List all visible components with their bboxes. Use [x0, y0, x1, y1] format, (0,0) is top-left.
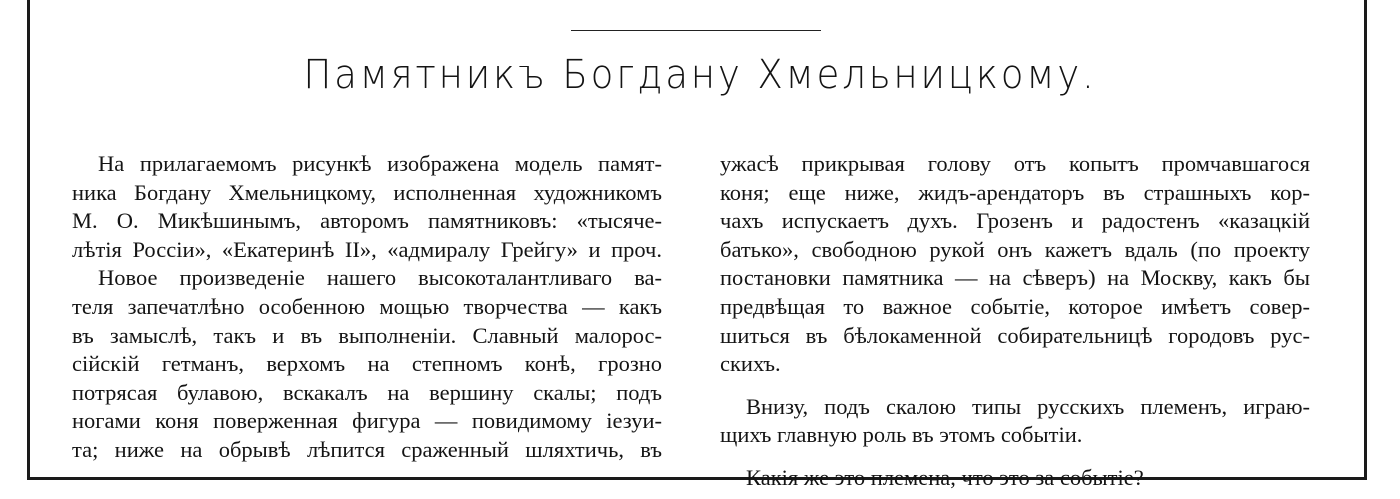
right-text-column	[720, 150, 1310, 493]
text-line: ужасѣ прикрывая голову отъ копытъ промчавшагося	[720, 151, 1310, 176]
text-line: коня; еще ниже, жидъ-арендаторъ въ страшныхъ кор-	[720, 179, 1310, 205]
text-line: лѣтія Россіи», «Екатеринѣ II», «адмиралу Грейгу» и проч.	[72, 236, 662, 262]
text-line: сійскій гетманъ, верхомъ на степномъ конѣ, грозно	[72, 351, 662, 377]
text-line: чахъ испускаетъ духъ. Грозенъ и радостенъ «казацкій	[720, 208, 1310, 234]
text-line: Новое произведеніе нашего высокоталантливаго ва-	[98, 265, 662, 291]
text-line: ногами коня поверженная фигура — повидимому іезуи-	[72, 408, 662, 434]
article-title: Памятникъ Богдану Хмельницкому.	[303, 52, 1097, 98]
text-line: предвѣщая то важное событіе, которое имѣетъ совер-	[720, 293, 1310, 319]
paragraph-gap	[720, 450, 1310, 464]
text-line: въ замыслѣ, такъ и въ выполненіи. Славный малорос-	[72, 322, 662, 348]
text-line: На прилагаемомъ рисункѣ изображена модель памят-	[98, 151, 662, 176]
text-line: Внизу, подъ скалою типы русскихъ племенъ, играю-	[746, 393, 1310, 419]
text-line: ника Богдану Хмельницкому, исполненная художникомъ	[72, 179, 662, 205]
text-line: скихъ.	[720, 351, 781, 377]
text-line: батько», свободною рукой онъ кажетъ вдаль (по проекту	[720, 236, 1310, 262]
text-line: Какія же это племена, что это за событіе?	[746, 464, 1144, 490]
text-line: М. О. Микѣшинымъ, авторомъ памятниковъ: «тысяче-	[72, 208, 662, 234]
left-text-column	[72, 150, 662, 465]
text-line: постановки памятника — на сѣверъ) на Москву, какъ бы	[720, 265, 1310, 291]
paragraph-gap	[720, 379, 1310, 393]
text-line: теля запечатлѣно особенною мощью творчества — какъ	[72, 293, 662, 319]
text-line: шиться въ бѣлокаменной собирательницѣ городовъ рус-	[720, 322, 1310, 348]
top-separator-rule	[571, 30, 821, 31]
text-line: щихъ главную роль въ этомъ событіи.	[720, 422, 1083, 448]
text-line: та; ниже на обрывѣ лѣпится сраженный шляхтичь, въ	[72, 436, 662, 462]
text-line: потрясая булавою, вскакалъ на вершину скалы; подъ	[72, 379, 662, 405]
